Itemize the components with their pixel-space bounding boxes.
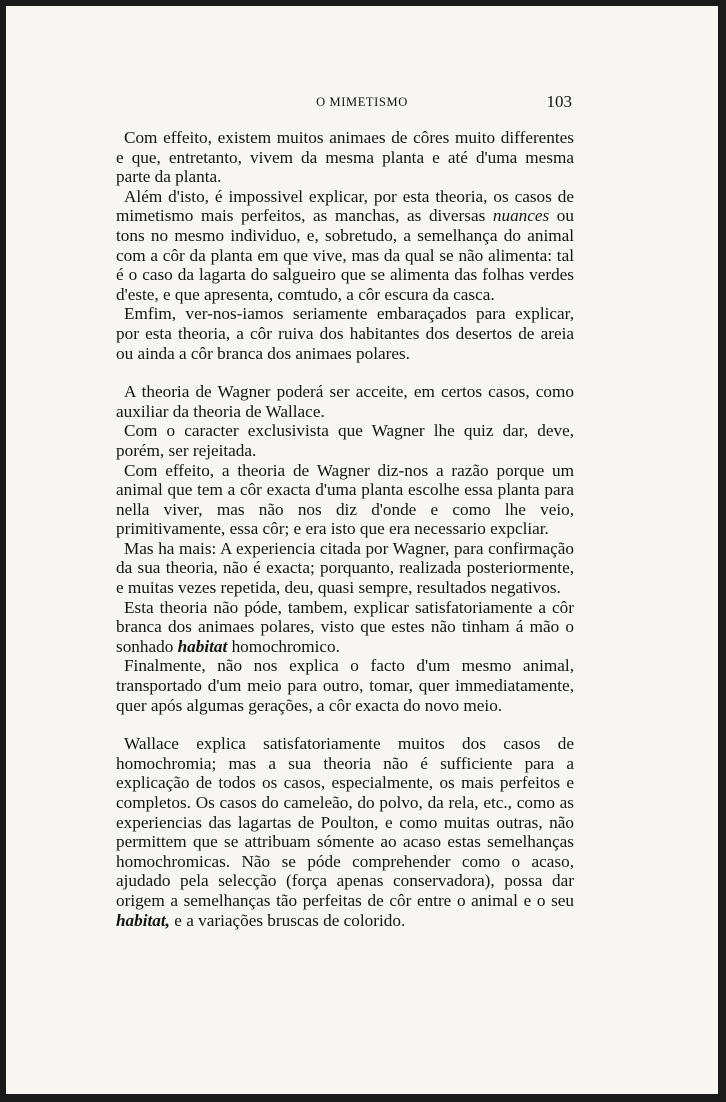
paragraph-text: homochromico. xyxy=(227,636,340,656)
running-title: O MIMETISMO xyxy=(316,95,408,109)
italic-term: habitat, xyxy=(116,910,170,930)
paragraph xyxy=(116,734,574,930)
paragraph-text: Esta theoria não póde, tambem, explicar satisfatoriamente a côr branca dos animaes polares, visto que estes não tinham á mão o sonhado xyxy=(116,597,574,656)
paragraph-text: Emfim, ver-nos-iamos seriamente embaraçados para explicar, por esta theoria, a côr ruiva dos habitantes dos desertos de areia ou ainda a côr branca dos animaes polares. xyxy=(116,304,574,363)
paragraph-text: Com o caracter exclusivista que Wagner lhe quiz dar, deve, porém, ser rejeitada. xyxy=(116,421,574,460)
paragraph xyxy=(116,656,574,715)
paragraph-text: Com effeito, a theoria de Wagner diz-nos a razão porque um animal que tem a côr exacta d'uma planta escolhe essa planta para nella viver, mas não nos diz d'onde e como lhe veio, primitivamente, essa côr; e era isto que era necessario expcliar. xyxy=(116,460,574,539)
italic-term: habitat xyxy=(177,636,228,656)
paragraph xyxy=(116,461,574,539)
paragraph-text: Com effeito, existem muitos animaes de côres muito differentes e que, entretanto, vivem da mesma planta e até d'uma mesma parte da planta. xyxy=(116,128,574,187)
section-gap xyxy=(116,363,574,382)
paragraph xyxy=(116,598,574,657)
paragraph-text: Além d'isto, é impossivel explicar, por esta theoria, os casos de mimetismo mais perfeitos, as manchas, as diversas xyxy=(116,186,574,226)
paragraph-text: ou tons no mesmo individuo, e, sobretudo, a semelhança do animal com a côr da planta em que vive, mas da qual se não alimenta: tal é o caso da lagarta do salgueiro que se alimenta das folhas verdes d'este, e que apresenta, comtudo, a côr escura da casca. xyxy=(116,206,574,304)
paragraph xyxy=(116,421,574,460)
paragraph-text: A theoria de Wagner poderá ser acceite, em certos casos, como auxiliar da theoria de Wallace. xyxy=(116,382,574,421)
paragraph xyxy=(116,382,574,421)
paragraph-text: Mas ha mais: A experiencia citada por Wagner, para confirmação da sua theoria, não é exacta; porquanto, realizada posteriormente, e muitas vezes repetida, deu, quasi sempre, resultados negativos. xyxy=(116,538,574,598)
section-gap xyxy=(116,715,574,734)
italic-term: nuances xyxy=(492,206,550,226)
page-number: 103 xyxy=(546,92,572,111)
book-page xyxy=(6,6,718,1094)
paragraph-text: Finalmente, não nos explica o facto d'um mesmo animal, transportado d'um meio para outro, tomar, quer immediatamente, quer após algumas gerações, a côr exacta do novo meio. xyxy=(116,656,574,715)
paragraph xyxy=(116,128,574,187)
paragraph-text: e a variações bruscas de colorido. xyxy=(169,910,406,930)
paragraph xyxy=(116,539,574,598)
paragraph-text: Wallace explica satisfatoriamente muitos dos casos de homochromia; mas a sua theoria não é sufficiente para a explicação de todos os casos, especialmente, os mais perfeitos e completos. Os casos do cameleão, do polvo, da rela, etc., como as experiencias das lagartas de Poulton, e como muitas outras, não permittem que se attribuam sómente ao acaso estas semelhanças homochromicas. Não se póde comprehender como o acaso, ajudado pela selecção (força apenas conservadora), possa dar origem a semelhanças tão perfeitas de côr entre o animal e o seu xyxy=(116,734,574,910)
body-text xyxy=(116,128,574,930)
paragraph xyxy=(116,304,574,363)
paragraph xyxy=(116,187,574,305)
running-header xyxy=(6,92,718,114)
